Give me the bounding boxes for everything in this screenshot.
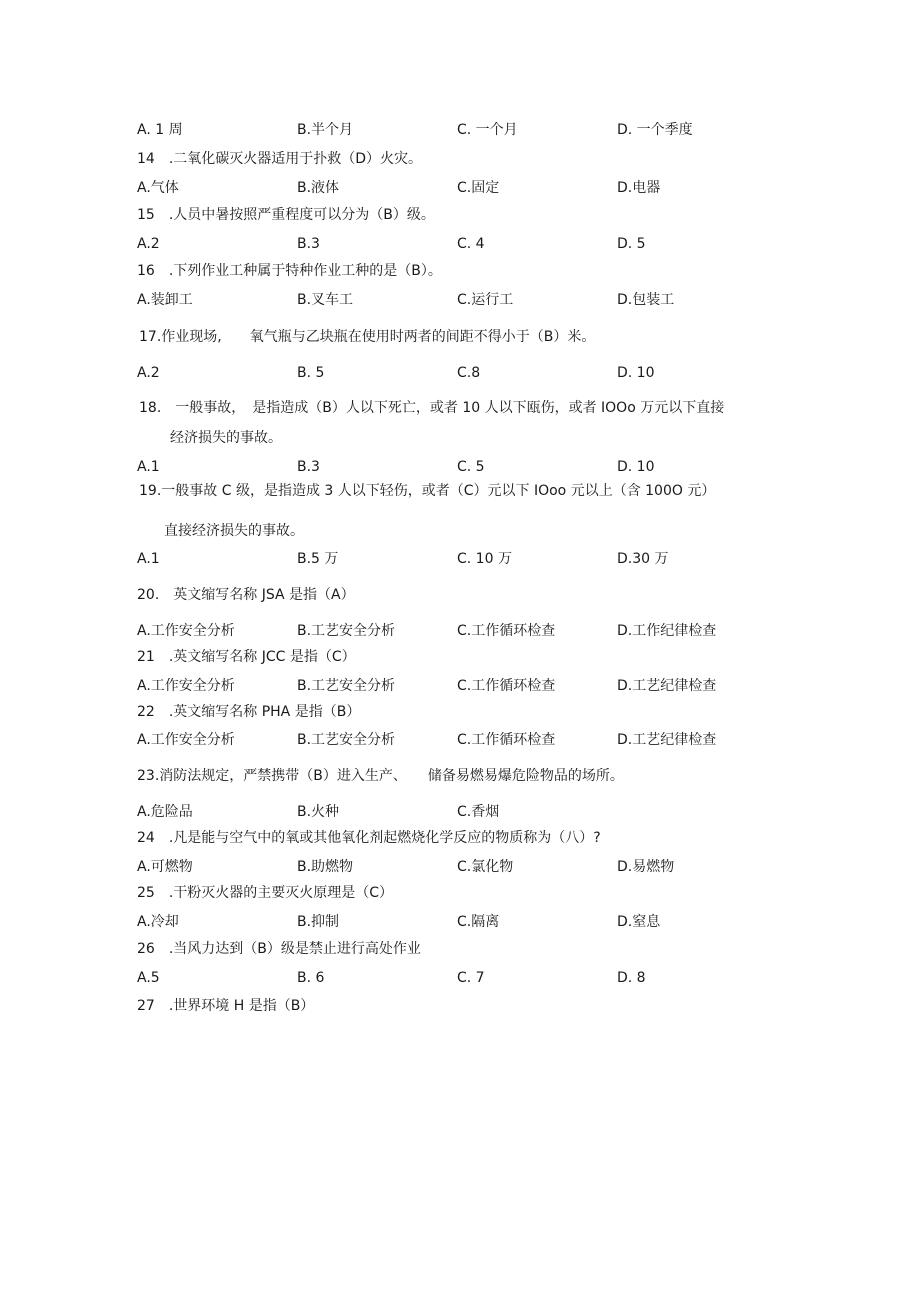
q19-option-b: B.5 万	[297, 551, 339, 567]
q18-question: 18. 一般事故， 是指造成（B）人以下死亡，或者 10 人以下瓯伤，或者 IOOo 万元以下直接	[139, 400, 725, 416]
q25-option-c: C.隔离	[457, 914, 500, 930]
q17-option-c: C.8	[457, 365, 481, 381]
q15-question: 15 .人员中暑按照严重程度可以分为（B）级。	[137, 207, 435, 223]
q26-option-a: A.5	[137, 970, 160, 986]
q25-question: 25 .干粉灭火器的主要灭火原理是（C）	[137, 885, 394, 901]
q14-option-d: D.电器	[617, 180, 661, 196]
q25-option-b: B.抑制	[297, 914, 340, 930]
q14-option-b: B.液体	[297, 180, 340, 196]
q20-option-d: D.工作纪律检查	[617, 623, 717, 639]
q16-question: 16 .下列作业工种属于特种作业工种的是（B）。	[137, 263, 442, 279]
q18-question-continued: 经济损失的事故。	[170, 430, 282, 446]
q22-option-b: B.工艺安全分析	[297, 732, 396, 748]
q26-option-d: D. 8	[617, 970, 646, 986]
q23-option-c: C.香烟	[457, 804, 500, 820]
q18-option-d: D. 10	[617, 459, 655, 475]
q22-question: 22 .英文缩写名称 PHA 是指（B）	[137, 704, 361, 720]
q24-question: 24 .凡是能与空气中的氧或其他氧化剂起燃烧化学反应的物质称为（八）?	[137, 830, 601, 846]
q27-question: 27 .世界环境 H 是指（B）	[137, 998, 315, 1014]
q26-option-c: C. 7	[457, 970, 485, 986]
q19-option-a: A.1	[137, 551, 160, 567]
q19-question-continued: 直接经济损失的事故。	[164, 523, 304, 539]
q21-option-b: B.工艺安全分析	[297, 678, 396, 694]
q21-option-c: C.工作循环检查	[457, 678, 556, 694]
q19-option-d: D.30 万	[617, 551, 669, 567]
q24-option-d: D.易燃物	[617, 859, 675, 875]
q20-question: 20. 英文缩写名称 JSA 是指（A）	[137, 587, 355, 603]
q15-option-b: B.3	[297, 236, 320, 252]
q13-option-a: A. 1 周	[137, 122, 183, 138]
q19-question: 19.一般事故 C 级，是指造成 3 人以下轻伤，或者（C）元以下 IOoo 元以上（含 100O 元）	[139, 483, 716, 499]
q22-option-d: D.工艺纪律检查	[617, 732, 717, 748]
q21-option-d: D.工艺纪律检查	[617, 678, 717, 694]
q17-option-a: A.2	[137, 365, 160, 381]
q13-option-b: B.半个月	[297, 122, 354, 138]
q14-option-c: C.固定	[457, 180, 500, 196]
q21-option-a: A.工作安全分析	[137, 678, 235, 694]
q13-option-d: D. 一个季度	[617, 122, 693, 138]
q13-option-c: C. 一个月	[457, 122, 518, 138]
q23-option-a: A.危险品	[137, 804, 193, 820]
q16-option-b: B.叉车工	[297, 292, 354, 308]
q21-question: 21 .英文缩写名称 JCC 是指（C）	[137, 649, 356, 665]
q25-option-a: A.冷却	[137, 914, 179, 930]
q24-option-b: B.助燃物	[297, 859, 354, 875]
q19-option-c: C. 10 万	[457, 551, 512, 567]
q16-option-a: A.装卸工	[137, 292, 193, 308]
q15-option-d: D. 5	[617, 236, 646, 252]
q20-option-b: B.工艺安全分析	[297, 623, 396, 639]
q22-option-a: A.工作安全分析	[137, 732, 235, 748]
q17-option-b: B. 5	[297, 365, 325, 381]
q16-option-c: C.运行工	[457, 292, 514, 308]
q14-question: 14 .二氧化碳灭火器适用于扑救（D）火灾。	[137, 151, 423, 167]
q18-option-c: C. 5	[457, 459, 485, 475]
q24-option-a: A.可燃物	[137, 859, 193, 875]
q20-option-c: C.工作循环检查	[457, 623, 556, 639]
q23-question: 23.消防法规定，严禁携带（B）进入生产、 储备易燃易爆危险物品的场所。	[137, 768, 624, 784]
q26-option-b: B. 6	[297, 970, 325, 986]
q14-option-a: A.气体	[137, 180, 179, 196]
q16-option-d: D.包装工	[617, 292, 675, 308]
q22-option-c: C.工作循环检查	[457, 732, 556, 748]
q15-option-c: C. 4	[457, 236, 485, 252]
q25-option-d: D.窒息	[617, 914, 661, 930]
q20-option-a: A.工作安全分析	[137, 623, 235, 639]
q23-option-b: B.火种	[297, 804, 340, 820]
q24-option-c: C.氯化物	[457, 859, 514, 875]
q18-option-b: B.3	[297, 459, 320, 475]
q17-option-d: D. 10	[617, 365, 655, 381]
q18-option-a: A.1	[137, 459, 160, 475]
q17-question: 17.作业现场, 氧气瓶与乙块瓶在使用时两者的间距不得小于（B）米。	[139, 329, 596, 345]
q15-option-a: A.2	[137, 236, 160, 252]
q26-question: 26 .当风力达到（B）级是禁止进行高处作业	[137, 941, 421, 957]
